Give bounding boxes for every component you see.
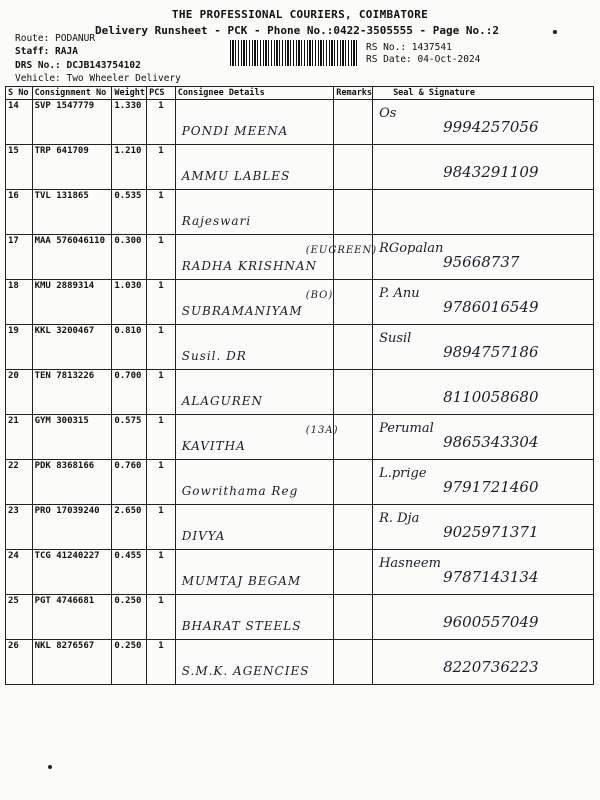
table-row — [6, 100, 594, 145]
weight: 0.455 — [112, 550, 147, 595]
weight: 0.300 — [112, 235, 147, 280]
remarks — [334, 325, 373, 370]
signature-name: Os — [379, 106, 397, 121]
scan-mark — [48, 765, 52, 769]
table-row — [6, 415, 594, 460]
serial-number: 24 — [6, 550, 33, 595]
pieces: 1 — [147, 595, 176, 640]
consignee-details — [175, 640, 334, 685]
consignment-number: KMU 2889314 — [32, 280, 112, 325]
remarks — [334, 370, 373, 415]
barcode — [230, 40, 358, 66]
signature-phone: 9600557049 — [443, 613, 539, 631]
table-row — [6, 505, 594, 550]
pieces: 1 — [147, 505, 176, 550]
signature-phone: 95668737 — [443, 253, 520, 271]
signature-phone: 8220736223 — [443, 658, 539, 676]
signature-phone: 9865343304 — [443, 433, 539, 451]
weight: 0.535 — [112, 190, 147, 235]
consignment-number: SVP 1547779 — [32, 100, 112, 145]
consignment-number: GYM 300315 — [32, 415, 112, 460]
remarks — [334, 640, 373, 685]
consignment-number: MAA 576046110 — [32, 235, 112, 280]
consignee-name: AMMU LABLES — [181, 169, 291, 183]
signature-phone: 9791721460 — [443, 478, 539, 496]
drs-number: DRS No.: DCJB143754102 — [15, 60, 141, 71]
signature-phone: 8110058680 — [443, 388, 539, 406]
signature-name: Susil — [379, 331, 412, 346]
weight: 1.210 — [112, 145, 147, 190]
pieces: 1 — [147, 100, 176, 145]
consignment-number: NKL 8276567 — [32, 640, 112, 685]
route-label: Route: PODANUR — [15, 33, 96, 44]
seal-signature — [373, 325, 594, 370]
weight: 2.650 — [112, 505, 147, 550]
table-row — [6, 325, 594, 370]
weight: 0.700 — [112, 370, 147, 415]
consignment-number: KKL 3200467 — [32, 325, 112, 370]
weight: 0.760 — [112, 460, 147, 505]
seal-signature — [373, 100, 594, 145]
weight: 0.250 — [112, 595, 147, 640]
consignment-number: PGT 4746681 — [32, 595, 112, 640]
column-header: Consignment No — [32, 87, 112, 100]
remarks — [334, 100, 373, 145]
rs-number: RS No.: 1437541 — [366, 42, 452, 53]
signature-name: RGopalan — [379, 241, 444, 256]
signature-name: Perumal — [379, 421, 434, 436]
serial-number: 17 — [6, 235, 33, 280]
seal-signature — [373, 415, 594, 460]
pieces: 1 — [147, 325, 176, 370]
serial-number: 18 — [6, 280, 33, 325]
pieces: 1 — [147, 280, 176, 325]
table-header — [6, 87, 594, 100]
table-row — [6, 550, 594, 595]
runsheet-subtitle: Delivery Runsheet - PCK - Phone No.:0422-3505555 - Page No.:2 — [95, 24, 499, 37]
table-row — [6, 595, 594, 640]
consignee-name: MUMTAJ BEGAM — [181, 574, 302, 588]
consignee-note: (EUGREEN) — [305, 245, 378, 256]
consignee-note: (BO) — [305, 290, 334, 301]
consignee-name: Susil. DR — [181, 349, 247, 363]
consignee-details — [175, 505, 334, 550]
seal-signature — [373, 190, 594, 235]
remarks — [334, 595, 373, 640]
consignee-name: BHARAT STEELS — [181, 619, 302, 633]
serial-number: 22 — [6, 460, 33, 505]
serial-number: 19 — [6, 325, 33, 370]
table-row — [6, 280, 594, 325]
table-row — [6, 235, 594, 280]
consignee-details — [175, 550, 334, 595]
remarks — [334, 505, 373, 550]
consignee-name: S.M.K. AGENCIES — [181, 664, 310, 678]
consignee-name: Gowrithama Reg — [181, 484, 299, 498]
signature-name: P. Anu — [379, 286, 420, 301]
consignee-details — [175, 595, 334, 640]
vehicle-label: Vehicle: Two Wheeler Delivery — [15, 73, 181, 84]
consignment-number: PRO 17039240 — [32, 505, 112, 550]
seal-signature — [373, 550, 594, 595]
seal-signature — [373, 145, 594, 190]
consignee-name: ALAGUREN — [181, 394, 264, 408]
remarks — [334, 415, 373, 460]
consignee-details — [175, 190, 334, 235]
consignment-number: TVL 131865 — [32, 190, 112, 235]
consignee-details — [175, 370, 334, 415]
serial-number: 20 — [6, 370, 33, 415]
consignee-name: Rajeswari — [181, 214, 252, 228]
consignment-number: TEN 7813226 — [32, 370, 112, 415]
consignee-name: KAVITHA — [181, 439, 246, 453]
table-row — [6, 145, 594, 190]
remarks — [334, 145, 373, 190]
signature-phone: 9843291109 — [443, 163, 539, 181]
pieces: 1 — [147, 145, 176, 190]
consignee-details — [175, 280, 334, 325]
remarks — [334, 550, 373, 595]
weight: 1.030 — [112, 280, 147, 325]
serial-number: 23 — [6, 505, 33, 550]
serial-number: 25 — [6, 595, 33, 640]
consignee-details — [175, 235, 378, 280]
consignee-details — [175, 100, 334, 145]
seal-signature — [373, 505, 594, 550]
pieces: 1 — [147, 460, 176, 505]
serial-number: 16 — [6, 190, 33, 235]
rs-date: RS Date: 04-Oct-2024 — [366, 54, 481, 65]
pieces: 1 — [147, 415, 176, 460]
column-header: Weight — [112, 87, 147, 100]
seal-signature — [373, 370, 594, 415]
signature-phone: 9994257056 — [443, 118, 539, 136]
consignment-number: PDK 8368166 — [32, 460, 112, 505]
signature-name: R. Dja — [379, 511, 420, 526]
column-header: Remarks — [334, 87, 373, 100]
signature-phone: 9786016549 — [443, 298, 539, 316]
seal-signature — [373, 235, 594, 280]
column-header: PCS — [147, 87, 176, 100]
consignee-note: (13A) — [305, 425, 339, 436]
company-title: THE PROFESSIONAL COURIERS, COIMBATORE — [171, 8, 429, 21]
signature-phone: 9787143134 — [443, 568, 539, 586]
seal-signature — [373, 280, 594, 325]
seal-signature — [373, 460, 594, 505]
consignee-name: RADHA KRISHNAN — [181, 259, 318, 273]
table-row — [6, 460, 594, 505]
column-header: Consignee Details — [175, 87, 334, 100]
consignee-details — [175, 415, 339, 460]
weight: 0.810 — [112, 325, 147, 370]
serial-number: 14 — [6, 100, 33, 145]
staff-label: Staff: RAJA — [15, 46, 78, 57]
table-row — [6, 370, 594, 415]
pieces: 1 — [147, 370, 176, 415]
column-header: Seal & Signature — [373, 87, 594, 100]
runsheet-table — [5, 86, 594, 685]
consignment-number: TRP 641709 — [32, 145, 112, 190]
consignee-details — [175, 460, 334, 505]
remarks — [334, 460, 373, 505]
pieces: 1 — [147, 550, 176, 595]
seal-signature — [373, 595, 594, 640]
consignee-name: SUBRAMANIYAM — [181, 304, 303, 318]
weight: 0.575 — [112, 415, 147, 460]
pieces: 1 — [147, 190, 176, 235]
seal-signature — [373, 640, 594, 685]
weight: 0.250 — [112, 640, 147, 685]
table-row — [6, 640, 594, 685]
pieces: 1 — [147, 235, 176, 280]
signature-name: Hasneem — [379, 556, 441, 571]
pieces: 1 — [147, 640, 176, 685]
remarks — [334, 280, 373, 325]
scan-mark — [553, 30, 557, 34]
consignee-details — [175, 145, 334, 190]
remarks — [334, 190, 373, 235]
consignment-number: TCG 41240227 — [32, 550, 112, 595]
signature-phone: 9025971371 — [443, 523, 539, 541]
consignee-name: DIVYA — [181, 529, 226, 543]
table-row — [6, 190, 594, 235]
signature-phone: 9894757186 — [443, 343, 539, 361]
column-header: S No — [6, 87, 33, 100]
signature-name: L.prige — [379, 466, 427, 481]
weight: 1.330 — [112, 100, 147, 145]
remarks — [334, 235, 373, 280]
serial-number: 21 — [6, 415, 33, 460]
consignee-details — [175, 325, 334, 370]
serial-number: 15 — [6, 145, 33, 190]
serial-number: 26 — [6, 640, 33, 685]
consignee-name: PONDI MEENA — [181, 124, 289, 138]
